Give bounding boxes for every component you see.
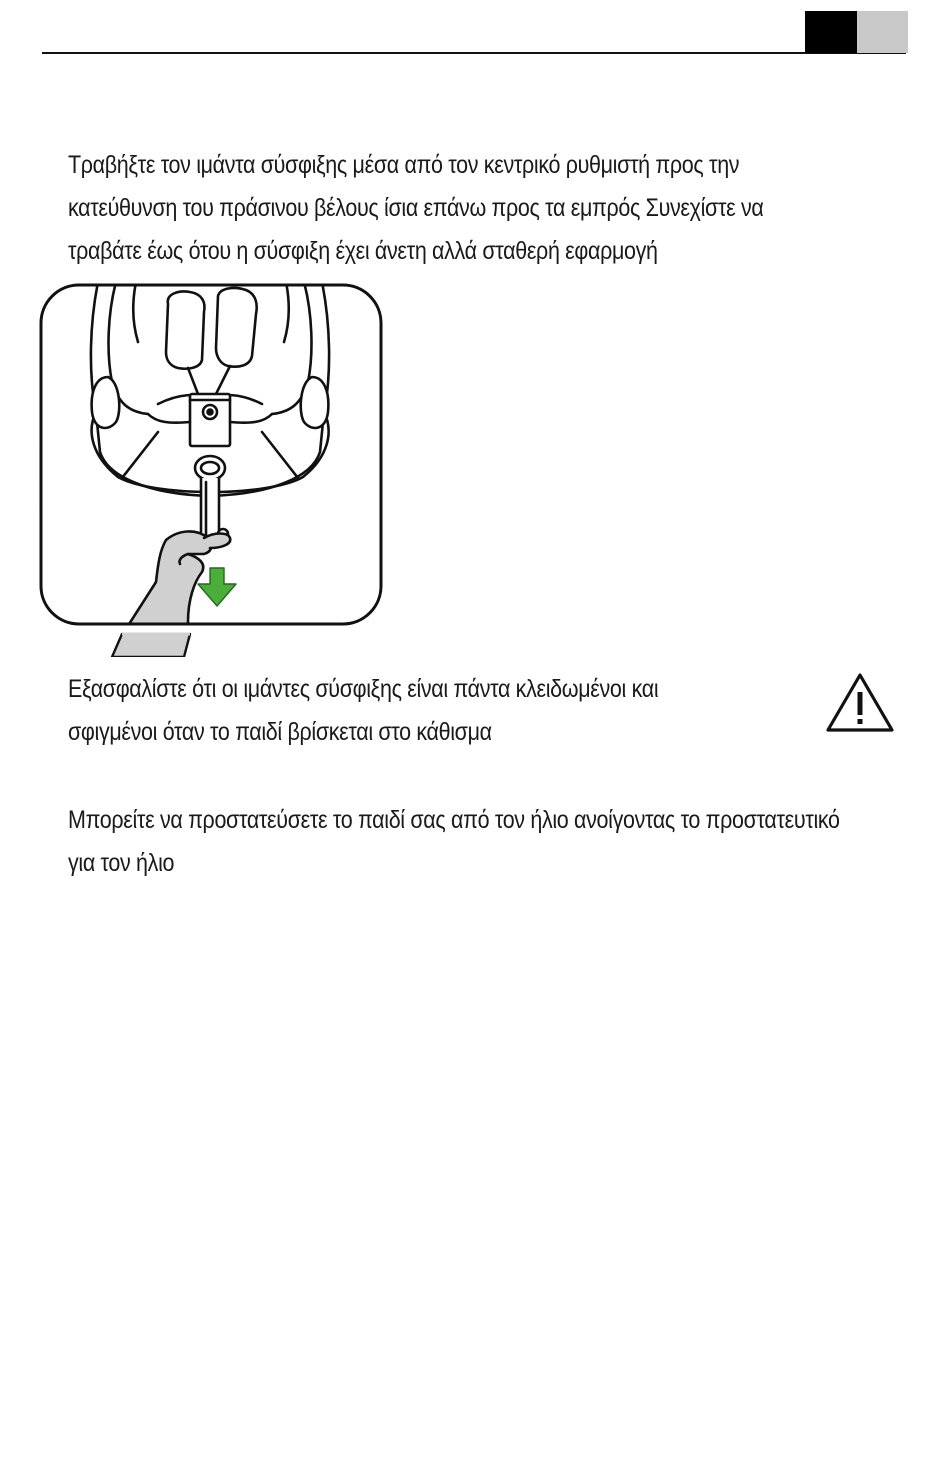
section-tab-active <box>805 11 857 53</box>
pull-direction-arrow <box>198 568 236 606</box>
sun-line: για τον ήλιο <box>68 849 175 877</box>
step-line: Τραβήξτε τον ιμάντα σύσφιξης μέσα από τον κεντρικό ρυθμιστή προς την <box>68 151 740 179</box>
warning-notice <box>68 668 799 754</box>
warning-triangle-icon <box>824 670 896 736</box>
section-tab-inactive <box>857 11 908 53</box>
header-rule <box>42 52 906 54</box>
step-instruction <box>68 144 885 273</box>
warning-line: Εξασφαλίστε ότι οι ιμάντες σύσφιξης είναι πάντα κλειδωμένοι και <box>68 675 659 703</box>
warning-line: σφιγμένοι όταν το παιδί βρίσκεται στο κάθισμα <box>68 718 492 746</box>
step-line: κατεύθυνση του πράσινου βέλους ίσια επάνω προς τα εμπρός Συνεχίστε να <box>68 194 764 222</box>
sun-line: Μπορείτε να προστατεύσετε το παιδί σας από τον ήλιο ανοίγοντας το προστατευτικό <box>68 806 840 834</box>
step-line: τραβάτε έως ότου η σύσφιξη έχει άνετη αλλά σταθερή εφαρμογή <box>68 237 658 265</box>
sun-canopy-note <box>68 799 928 885</box>
car-seat-harness-pull-illustration <box>38 282 386 657</box>
